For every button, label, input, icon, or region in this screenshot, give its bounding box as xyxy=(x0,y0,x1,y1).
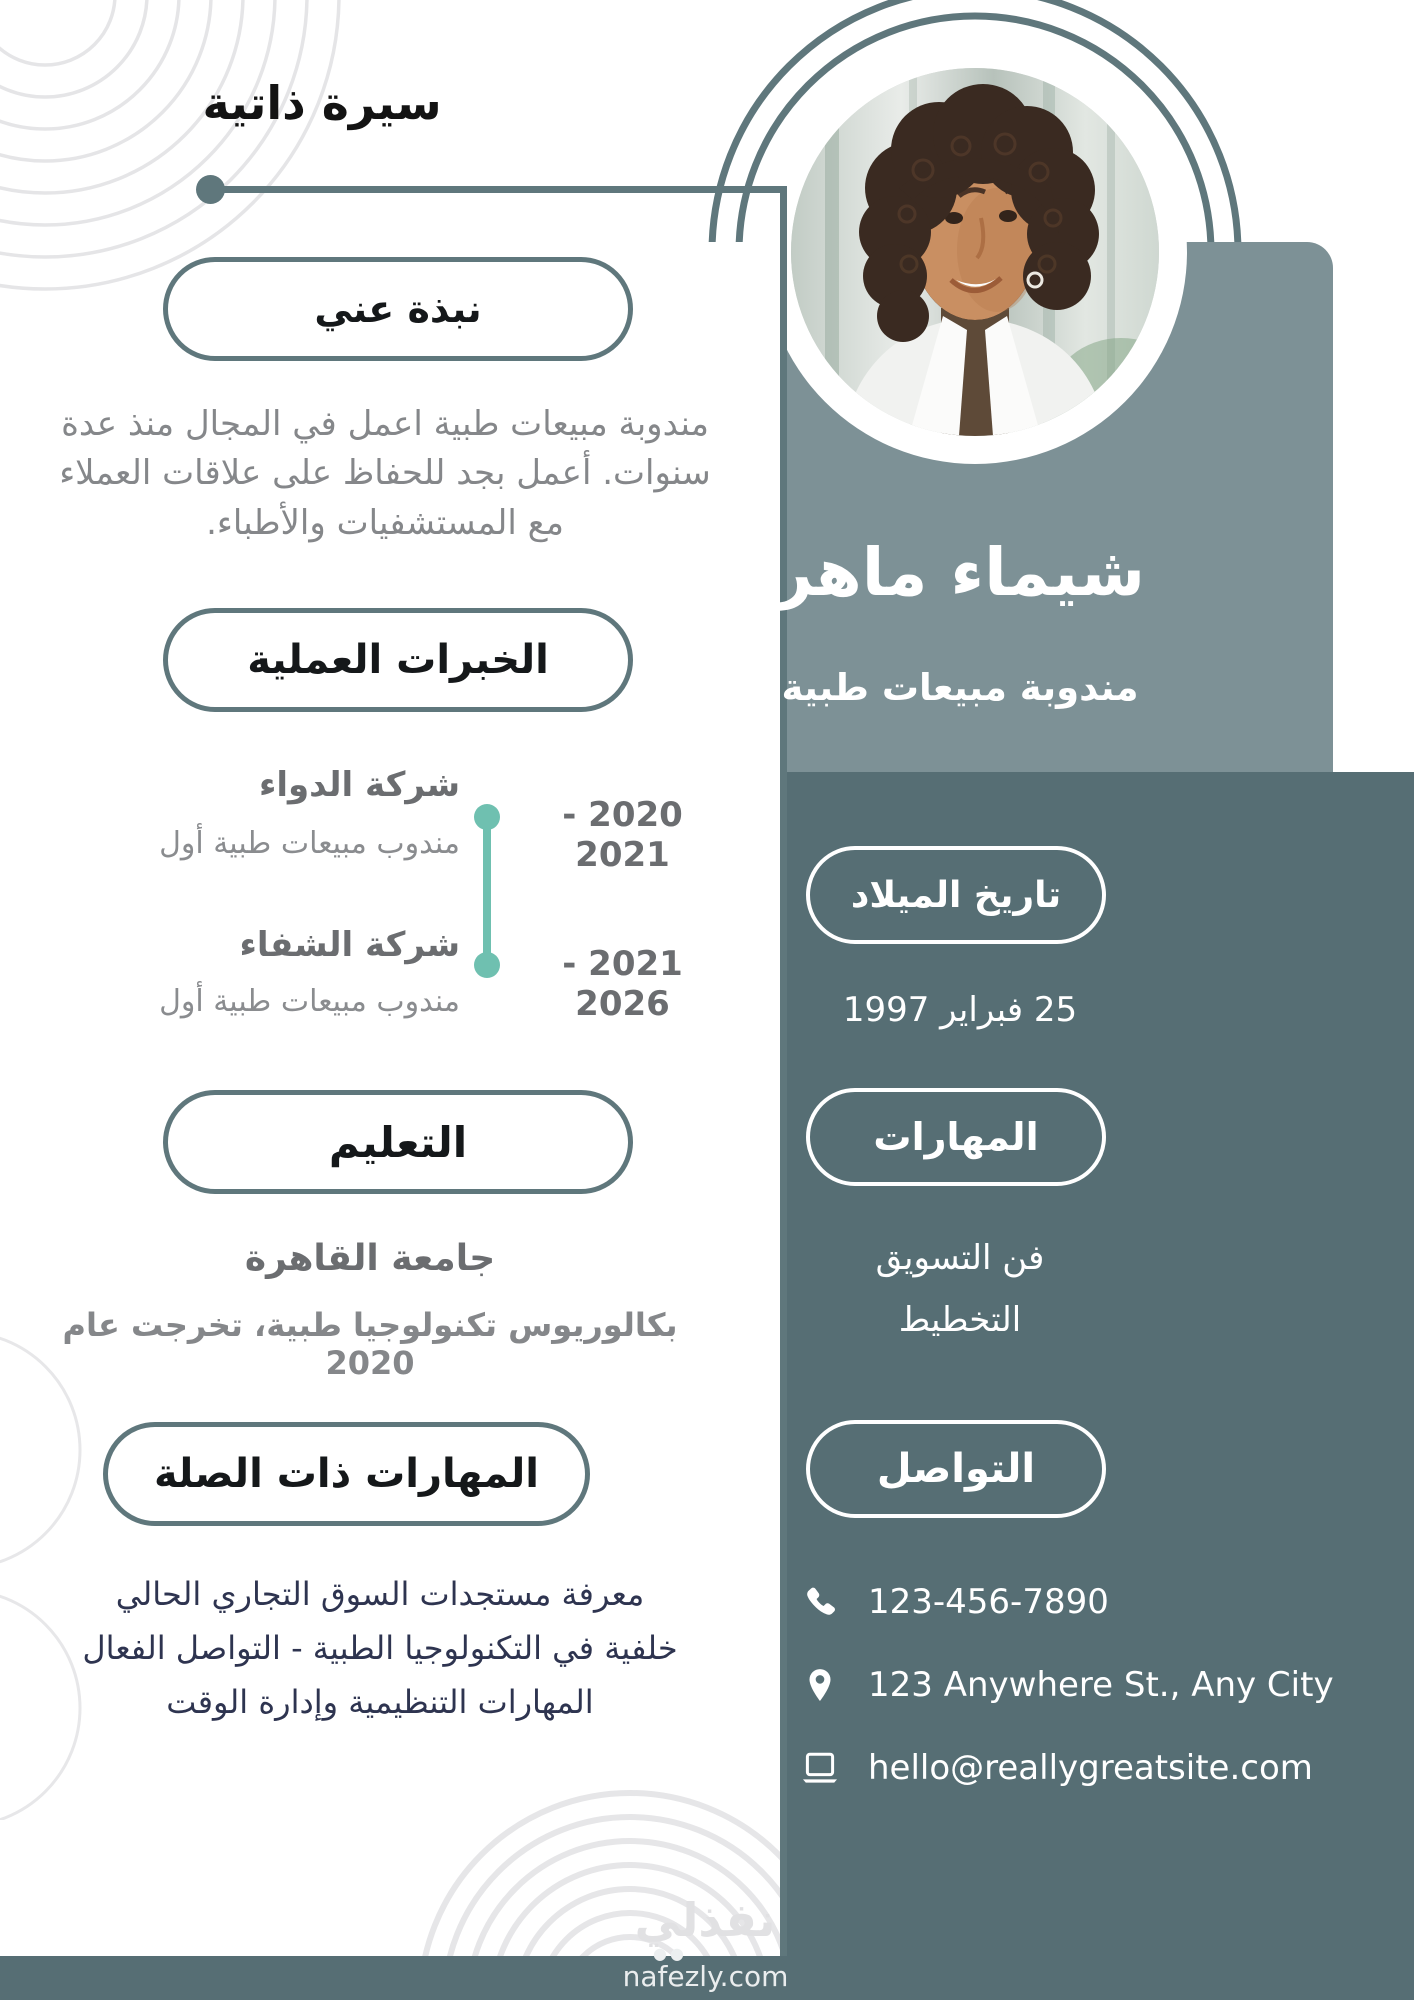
section-pill-about xyxy=(163,257,633,361)
section-pill-education-label: التعليم xyxy=(328,1117,468,1167)
section-pill-related-skills-label: المهارات ذات الصلة xyxy=(154,1451,539,1497)
experience-company-1: شركة الدواء xyxy=(258,765,460,805)
right-panel-body xyxy=(781,772,1414,2000)
section-pill-birth-date xyxy=(806,846,1106,944)
timeline-dot-2 xyxy=(474,952,500,978)
related-skill-line-3: المهارات التنظيمية وإدارة الوقت xyxy=(166,1683,594,1721)
about-text: مندوبة مبيعات طبية اعمل في المجال منذ عدة سنوات. أعمل بجد للحفاظ على علاقات العملاء مع المستشفيات والأطباء. xyxy=(59,404,711,543)
related-skill-line-1: معرفة مستجدات السوق التجاري الحالي xyxy=(115,1575,645,1613)
experience-company-2: شركة الشفاء xyxy=(239,925,460,965)
contact-address: 123 Anywhere St., Any City xyxy=(868,1665,1334,1705)
person-name: شيماء ماهر xyxy=(774,534,1146,611)
education-school: جامعة القاهرة xyxy=(244,1238,496,1279)
location-pin-icon xyxy=(800,1667,840,1703)
related-skill-line-2: خلفية في التكنولوجيا الطبية - التواصل الفعال xyxy=(82,1629,678,1667)
birth-date-value: 25 فبراير 1997 xyxy=(842,990,1078,1030)
section-pill-skills xyxy=(806,1088,1106,1186)
contact-row-phone xyxy=(800,1572,1380,1632)
section-pill-about-label: نبذة عني xyxy=(314,287,482,331)
watermark-logo-dots: ●● xyxy=(653,1944,687,1963)
watermark-logo: نفذلي xyxy=(634,1893,776,1947)
contact-row-address xyxy=(800,1655,1380,1715)
experience-dates-1: 2020 - 2021 xyxy=(562,795,683,875)
timeline-line xyxy=(483,817,491,965)
skill-item-1: فن التسويق xyxy=(875,1238,1045,1278)
phone-icon xyxy=(800,1586,840,1618)
section-pill-experience-label: الخبرات العملية xyxy=(247,637,549,683)
contact-row-email xyxy=(800,1738,1380,1798)
page-title: سيرة ذاتية xyxy=(202,76,442,130)
divider-horizontal-line xyxy=(210,186,787,193)
education-degree: بكالوريوس تكنولوجيا طبية، تخرجت عام 2020 xyxy=(62,1306,678,1382)
section-pill-experience xyxy=(163,608,633,712)
laptop-icon xyxy=(800,1751,840,1785)
person-job-title: مندوبة مبيعات طبية xyxy=(781,666,1139,709)
section-pill-contact xyxy=(806,1420,1106,1518)
section-pill-skills-label: المهارات xyxy=(873,1115,1039,1159)
experience-role-2: مندوب مبيعات طبية أول xyxy=(159,984,460,1019)
section-pill-related-skills xyxy=(103,1422,590,1526)
section-pill-contact-label: التواصل xyxy=(876,1446,1036,1492)
section-pill-birth-date-label: تاريخ الميلاد xyxy=(850,874,1062,916)
profile-photo xyxy=(791,68,1159,436)
section-pill-education xyxy=(163,1090,633,1194)
experience-role-1: مندوب مبيعات طبية أول xyxy=(159,826,460,861)
contact-phone: 123-456-7890 xyxy=(868,1582,1109,1622)
contact-email: hello@reallygreatsite.com xyxy=(868,1748,1313,1788)
skill-item-2: التخطيط xyxy=(898,1300,1022,1340)
divider-vertical-line xyxy=(780,186,787,1956)
watermark-site: nafezly.com xyxy=(622,1960,789,1993)
experience-dates-2: 2021 - 2026 xyxy=(562,944,683,1024)
